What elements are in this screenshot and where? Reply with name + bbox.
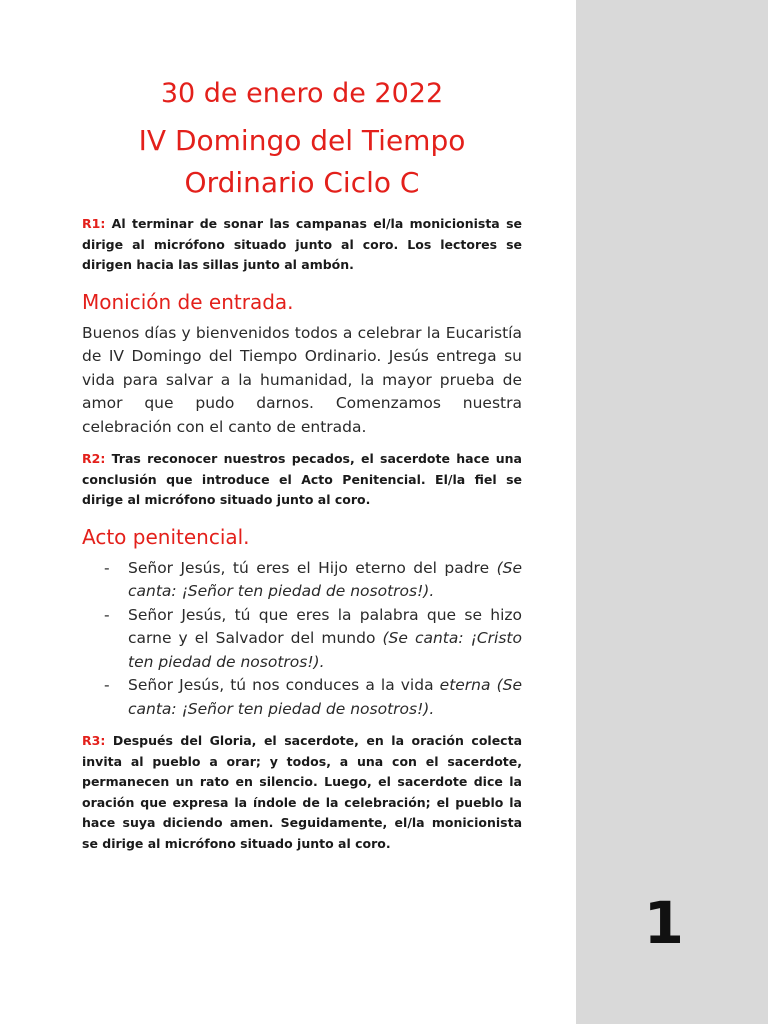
monicion-text: Buenos días y bienvenidos todos a celebrar la Eucaristía de IV Domingo del Tiempo Ordinario. Jesús entrega su vida para salvar a la humanidad, la mayor prueba de amor que pudo darnos. Comenzamos nuestra celebración con el canto de entrada. — [82, 323, 522, 436]
rubric-r2 — [82, 449, 522, 511]
invocation-text: Señor Jesús, tú que eres la palabra que se hizo carne y el Salvador del mundo — [128, 605, 522, 647]
list-dash: - — [104, 558, 110, 577]
section-heading-acto: Acto penitencial. — [82, 524, 250, 549]
rubric-r1 — [82, 214, 522, 276]
rubric-tag: R3: — [82, 733, 106, 748]
list-item — [82, 674, 522, 721]
rubric-tag: R2: — [82, 451, 106, 466]
sung-response: eterna (Se canta: ¡Señor ten piedad de nosotros!). — [128, 676, 522, 718]
list-dash: - — [104, 605, 110, 624]
rubric-r3 — [82, 731, 522, 854]
page-side-band — [576, 0, 768, 1024]
rubric-text: Al terminar de sonar las campanas el/la monicionista se dirige al micrófono situado junto al coro. Los lectores se dirigen hacia las sillas junto al ambón. — [82, 216, 522, 272]
rubric-text: Después del Gloria, el sacerdote, en la oración colecta invita al pueblo a orar; y todos, a una con el sacerdote, permanecen un rato en silencio. Luego, el sacerdote dice la oración que expresa la índole de la celebración; el pueblo la hace suya diciendo amen. Seguidamente, el/la monicionista se dirige al micrófono situado junto al coro. — [82, 733, 522, 851]
invocation-text: Señor Jesús, tú eres el Hijo eterno del padre — [128, 558, 497, 577]
document-date: 30 de enero de 2022 — [160, 78, 444, 109]
invocation-text: Señor Jesús, tú nos conduces a la vida — [128, 676, 440, 694]
acto-list — [82, 557, 522, 722]
section-heading-monicion: Monición de entrada. — [82, 289, 294, 314]
rubric-tag: R1: — [82, 216, 106, 231]
list-dash: - — [104, 676, 110, 694]
rubric-text: Tras reconocer nuestros pecados, el sacerdote hace una conclusión que introduce el Acto Penitencial. El/la fiel se dirige al micrófono situado junto al coro. — [82, 451, 522, 507]
sung-response: (Se canta: ¡Señor ten piedad de nosotros!). — [128, 558, 522, 600]
sung-response: (Se canta: ¡Cristo ten piedad de nosotros!). — [128, 629, 522, 671]
page-number: 1 — [643, 889, 684, 957]
document-content — [82, 74, 522, 854]
list-item — [82, 604, 522, 675]
document-title: IV Domingo del Tiempo Ordinario Ciclo C — [138, 124, 466, 199]
list-item — [82, 557, 522, 604]
